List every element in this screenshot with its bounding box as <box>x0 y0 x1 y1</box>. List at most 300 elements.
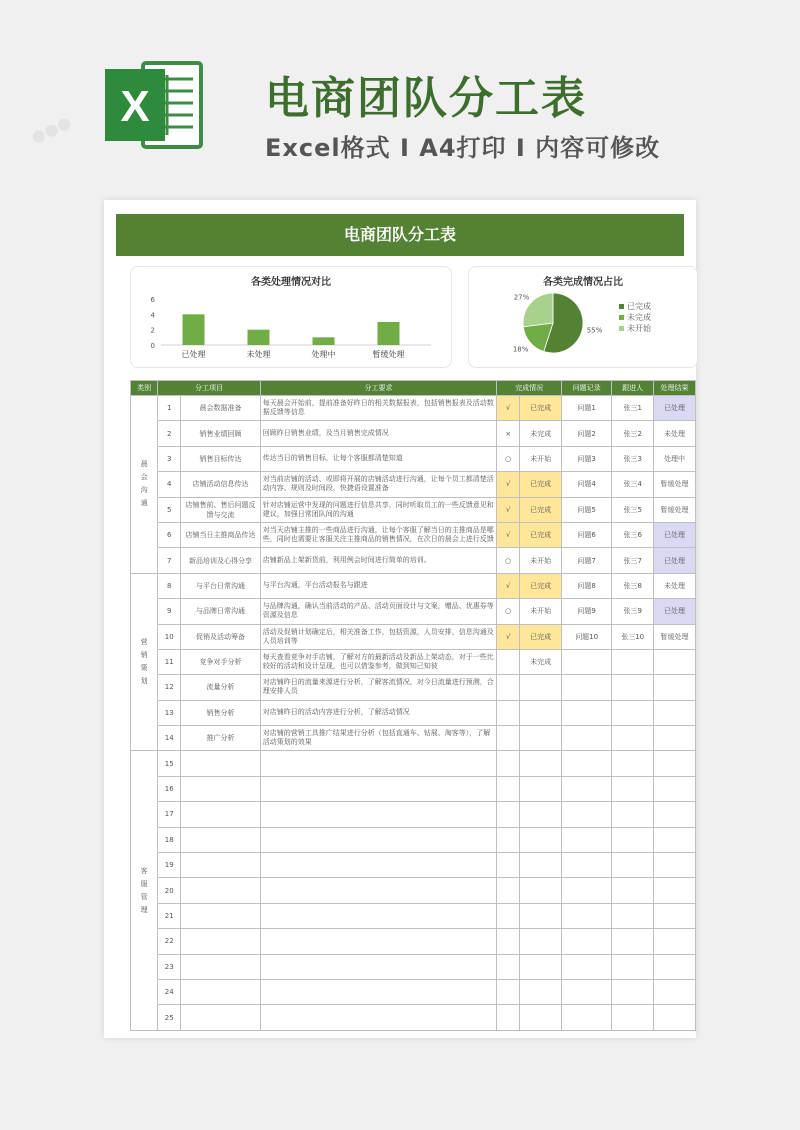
requirement-cell[interactable] <box>260 954 496 979</box>
result-cell[interactable] <box>654 497 696 522</box>
row-number-cell-text: 5 <box>166 505 172 514</box>
item-cell[interactable] <box>181 599 261 624</box>
status-cell[interactable] <box>520 649 562 674</box>
item-cell-text: 与平台日常沟通 <box>195 581 245 590</box>
row-number-cell[interactable] <box>158 497 181 522</box>
item-cell[interactable] <box>181 903 261 928</box>
follower-cell[interactable] <box>612 853 654 878</box>
follower-cell[interactable] <box>612 802 654 827</box>
result-cell[interactable] <box>654 954 696 979</box>
follower-cell[interactable] <box>612 624 654 649</box>
follower-cell[interactable] <box>612 548 654 573</box>
issue-cell[interactable] <box>562 700 612 725</box>
row-number-cell[interactable] <box>158 903 181 928</box>
pie-chart-panel <box>468 266 698 368</box>
issue-cell-text: 问题5 <box>577 505 596 514</box>
row-number-cell[interactable] <box>158 599 181 624</box>
status-cell[interactable] <box>520 954 562 979</box>
follower-cell[interactable] <box>612 599 654 624</box>
status-cell[interactable] <box>520 599 562 624</box>
item-cell[interactable] <box>181 649 261 674</box>
status-cell[interactable] <box>520 472 562 497</box>
issue-cell[interactable] <box>562 929 612 954</box>
item-cell[interactable] <box>181 929 261 954</box>
table-row <box>131 726 696 751</box>
item-cell-text: 店铺当日主推商品传达 <box>185 531 256 540</box>
follower-cell-text: 张三7 <box>623 556 642 565</box>
row-number-cell-text: 14 <box>164 734 174 743</box>
status-mark-cell[interactable] <box>497 421 520 446</box>
item-cell[interactable] <box>181 396 261 421</box>
header-item: 分工项目 <box>158 381 261 396</box>
requirement-cell-text: 对当前店铺的活动、或即将开展的店铺活动进行沟通，让每个员工都清楚活动内容、规则及时间段，快捷语设置准备 <box>262 475 494 493</box>
status-mark-cell[interactable] <box>497 649 520 674</box>
issue-cell[interactable] <box>562 624 612 649</box>
status-cell[interactable] <box>520 624 562 649</box>
requirement-cell[interactable] <box>260 522 496 547</box>
row-number-cell-text: 7 <box>166 556 172 565</box>
status-cell[interactable] <box>520 700 562 725</box>
header-category: 类别 <box>131 381 158 396</box>
issue-cell[interactable] <box>562 497 612 522</box>
result-cell[interactable] <box>654 522 696 547</box>
item-cell-text: 销售目标传达 <box>199 454 242 463</box>
row-number-cell[interactable] <box>158 726 181 751</box>
table-row <box>131 954 696 979</box>
item-cell-text: 新品培训及心得分享 <box>188 556 252 565</box>
follower-cell[interactable] <box>612 903 654 928</box>
issue-cell[interactable] <box>562 751 612 776</box>
follower-cell[interactable] <box>612 446 654 471</box>
issue-cell[interactable] <box>562 979 612 1004</box>
row-number-cell[interactable] <box>158 472 181 497</box>
requirement-cell[interactable] <box>260 497 496 522</box>
result-cell[interactable] <box>654 396 696 421</box>
header-requirement: 分工要求 <box>260 381 496 396</box>
item-cell[interactable] <box>181 472 261 497</box>
row-number-cell[interactable] <box>158 624 181 649</box>
status-cell[interactable] <box>520 573 562 598</box>
status-cell[interactable] <box>520 421 562 446</box>
status-mark-cell[interactable] <box>497 802 520 827</box>
status-cell[interactable] <box>520 522 562 547</box>
y-tick-label: 0 <box>150 342 155 350</box>
pie-chart <box>469 267 697 367</box>
issue-cell[interactable] <box>562 548 612 573</box>
item-cell[interactable] <box>181 776 261 801</box>
requirement-cell[interactable] <box>260 853 496 878</box>
status-mark-cell[interactable] <box>497 396 520 421</box>
result-cell[interactable] <box>654 827 696 852</box>
result-cell[interactable] <box>654 649 696 674</box>
item-cell[interactable] <box>181 700 261 725</box>
requirement-cell-text: 对店铺昨日的活动内容进行分析，了解活动情况 <box>262 708 410 717</box>
issue-cell[interactable] <box>562 573 612 598</box>
result-cell[interactable] <box>654 853 696 878</box>
table-row <box>131 1005 696 1030</box>
status-mark-cell[interactable] <box>497 776 520 801</box>
status-cell[interactable] <box>520 776 562 801</box>
requirement-cell[interactable] <box>260 802 496 827</box>
row-number-cell-text: 17 <box>164 810 174 819</box>
result-cell[interactable] <box>654 472 696 497</box>
table-row <box>131 421 696 446</box>
bar <box>313 337 335 345</box>
result-cell[interactable] <box>654 573 696 598</box>
issue-cell[interactable] <box>562 802 612 827</box>
status-mark-cell[interactable] <box>497 497 520 522</box>
result-cell[interactable] <box>654 675 696 700</box>
issue-cell[interactable] <box>562 421 612 446</box>
requirement-cell[interactable] <box>260 929 496 954</box>
follower-cell[interactable] <box>612 751 654 776</box>
header-issue: 问题记录 <box>562 381 612 396</box>
item-cell[interactable] <box>181 421 261 446</box>
requirement-cell[interactable] <box>260 726 496 751</box>
item-cell[interactable] <box>181 878 261 903</box>
result-cell[interactable] <box>654 726 696 751</box>
issue-cell[interactable] <box>562 878 612 903</box>
follower-cell[interactable] <box>612 726 654 751</box>
page-title: 电商团队分工表 <box>265 73 587 124</box>
status-cell[interactable] <box>520 827 562 852</box>
table-row <box>131 446 696 471</box>
status-mark-cell[interactable] <box>497 751 520 776</box>
status-mark-cell[interactable] <box>497 599 520 624</box>
status-mark-cell[interactable] <box>497 878 520 903</box>
status-mark-cell[interactable] <box>497 1005 520 1030</box>
status-mark-cell[interactable] <box>497 624 520 649</box>
follower-cell[interactable] <box>612 1005 654 1030</box>
legend-label: 未开始 <box>627 324 651 333</box>
item-cell[interactable] <box>181 726 261 751</box>
x-tick-label: 已处理 <box>181 350 206 359</box>
item-cell-text: 店铺活动信息传达 <box>192 480 249 489</box>
table-row <box>131 700 696 725</box>
table-row <box>131 903 696 928</box>
item-cell[interactable] <box>181 573 261 598</box>
bar-chart-panel <box>130 266 452 368</box>
row-number-cell-text: 18 <box>164 835 174 844</box>
issue-cell-text: 问题6 <box>577 531 596 540</box>
row-number-cell[interactable] <box>158 751 181 776</box>
y-tick-label: 6 <box>150 296 155 304</box>
follower-cell[interactable] <box>612 929 654 954</box>
item-cell-text: 推广分析 <box>206 734 235 743</box>
pie-value-label: 55% <box>586 326 603 335</box>
issue-cell[interactable] <box>562 827 612 852</box>
issue-cell[interactable] <box>562 446 612 471</box>
row-number-cell-text: 2 <box>166 429 172 438</box>
status-mark-cell[interactable] <box>497 827 520 852</box>
status-cell[interactable] <box>520 878 562 903</box>
status-mark-cell[interactable] <box>497 979 520 1004</box>
item-cell[interactable] <box>181 675 261 700</box>
requirement-cell[interactable] <box>260 472 496 497</box>
row-number-cell[interactable] <box>158 548 181 573</box>
x-tick-label: 处理中 <box>311 350 336 359</box>
requirement-cell[interactable] <box>260 421 496 446</box>
row-number-cell[interactable] <box>158 827 181 852</box>
status-cell[interactable] <box>520 675 562 700</box>
result-cell[interactable] <box>654 624 696 649</box>
status-cell-text: 已完成 <box>530 480 552 489</box>
page-subtitle: Excel格式 I A4打印 I 内容可修改 <box>265 134 661 162</box>
table-row <box>131 802 696 827</box>
status-mark-cell-text: √ <box>505 404 511 413</box>
status-mark-cell[interactable] <box>497 522 520 547</box>
requirement-cell[interactable] <box>260 396 496 421</box>
requirement-cell[interactable] <box>260 903 496 928</box>
status-mark-cell[interactable] <box>497 573 520 598</box>
row-number-cell[interactable] <box>158 573 181 598</box>
requirement-cell[interactable] <box>260 878 496 903</box>
row-number-cell[interactable] <box>158 396 181 421</box>
item-cell[interactable] <box>181 446 261 471</box>
row-number-cell[interactable] <box>158 649 181 674</box>
follower-cell[interactable] <box>612 878 654 903</box>
status-cell[interactable] <box>520 853 562 878</box>
item-cell-text: 店铺售前、售后问题反馈与交流 <box>185 500 256 519</box>
follower-cell[interactable] <box>612 979 654 1004</box>
row-number-cell[interactable] <box>158 954 181 979</box>
header-follower: 跟进人 <box>612 381 654 396</box>
issue-cell[interactable] <box>562 776 612 801</box>
requirement-cell[interactable] <box>260 827 496 852</box>
status-cell[interactable] <box>520 802 562 827</box>
issue-cell[interactable] <box>562 903 612 928</box>
result-cell[interactable] <box>654 979 696 1004</box>
requirement-cell-text: 每天晨会开始前，提前准备好昨日的相关数据报表，包括销售报表及活动数据反馈等信息 <box>262 399 494 417</box>
result-cell[interactable] <box>654 421 696 446</box>
row-number-cell[interactable] <box>158 421 181 446</box>
status-cell[interactable] <box>520 726 562 751</box>
row-number-cell[interactable] <box>158 522 181 547</box>
result-cell[interactable] <box>654 903 696 928</box>
item-cell[interactable] <box>181 954 261 979</box>
item-cell[interactable] <box>181 853 261 878</box>
item-cell[interactable] <box>181 624 261 649</box>
row-number-cell[interactable] <box>158 878 181 903</box>
status-mark-cell[interactable] <box>497 675 520 700</box>
requirement-cell-text: 每天查看竞争对手店铺，了解对方的最新活动及新品上架动态，对于一些比较好的活动和设计呈现，也可以借鉴参考，做到知己知彼 <box>262 653 494 671</box>
follower-cell-text: 张三10 <box>621 632 645 641</box>
follower-cell-text: 张三2 <box>623 429 642 438</box>
issue-cell[interactable] <box>562 396 612 421</box>
result-cell-text: 暂缓处理 <box>660 480 689 489</box>
item-cell-text: 流量分析 <box>206 683 235 692</box>
row-number-cell-text: 23 <box>164 962 174 971</box>
status-cell[interactable] <box>520 446 562 471</box>
row-number-cell[interactable] <box>158 700 181 725</box>
item-cell[interactable] <box>181 827 261 852</box>
status-mark-cell[interactable] <box>497 446 520 471</box>
category-cell <box>131 396 158 574</box>
row-number-cell[interactable] <box>158 979 181 1004</box>
item-cell[interactable] <box>181 522 261 547</box>
category-cell <box>131 573 158 751</box>
follower-cell[interactable] <box>612 954 654 979</box>
row-number-cell[interactable] <box>158 929 181 954</box>
requirement-cell[interactable] <box>260 700 496 725</box>
item-cell[interactable] <box>181 751 261 776</box>
requirement-cell[interactable] <box>260 1005 496 1030</box>
requirement-cell[interactable] <box>260 649 496 674</box>
follower-cell[interactable] <box>612 421 654 446</box>
status-cell[interactable] <box>520 929 562 954</box>
follower-cell[interactable] <box>612 700 654 725</box>
status-cell[interactable] <box>520 497 562 522</box>
status-cell-text: 未完成 <box>530 429 552 438</box>
follower-cell-text: 张三6 <box>623 531 642 540</box>
issue-cell[interactable] <box>562 954 612 979</box>
requirement-cell[interactable] <box>260 979 496 1004</box>
result-cell[interactable] <box>654 751 696 776</box>
follower-cell-text: 张三3 <box>623 454 642 463</box>
follower-cell[interactable] <box>612 649 654 674</box>
issue-cell[interactable] <box>562 522 612 547</box>
result-cell[interactable] <box>654 1005 696 1030</box>
issue-cell[interactable] <box>562 726 612 751</box>
issue-cell-text: 问题10 <box>575 632 599 641</box>
follower-cell[interactable] <box>612 522 654 547</box>
result-cell[interactable] <box>654 599 696 624</box>
status-mark-cell[interactable] <box>497 903 520 928</box>
follower-cell[interactable] <box>612 497 654 522</box>
status-mark-cell[interactable] <box>497 853 520 878</box>
result-cell-text: 暂缓处理 <box>660 632 689 641</box>
result-cell[interactable] <box>654 446 696 471</box>
issue-cell-text: 问题8 <box>577 581 596 590</box>
item-cell[interactable] <box>181 979 261 1004</box>
requirement-cell[interactable] <box>260 599 496 624</box>
row-number-cell-text: 20 <box>164 886 174 895</box>
status-mark-cell-text: × <box>505 429 512 438</box>
issue-cell-text: 问题9 <box>577 607 596 616</box>
bar <box>378 322 400 345</box>
header-result: 处理结果 <box>654 381 696 396</box>
item-cell[interactable] <box>181 548 261 573</box>
issue-cell[interactable] <box>562 472 612 497</box>
legend-swatch <box>619 326 624 331</box>
row-number-cell-text: 21 <box>164 912 174 920</box>
follower-cell[interactable] <box>612 827 654 852</box>
status-mark-cell[interactable] <box>497 929 520 954</box>
item-cell-text: 竞争对手分析 <box>199 658 242 667</box>
status-cell[interactable] <box>520 396 562 421</box>
row-number-cell[interactable] <box>158 1005 181 1030</box>
status-cell[interactable] <box>520 979 562 1004</box>
result-cell-text: 未处理 <box>664 429 686 438</box>
table-row <box>131 548 696 573</box>
category-label: 营销策划 <box>140 638 148 686</box>
category-cell <box>131 751 158 1030</box>
follower-cell-text: 张三1 <box>623 404 642 413</box>
row-number-cell-text: 4 <box>166 480 172 489</box>
issue-cell[interactable] <box>562 675 612 700</box>
requirement-cell[interactable] <box>260 624 496 649</box>
follower-cell[interactable] <box>612 573 654 598</box>
status-cell[interactable] <box>520 751 562 776</box>
result-cell[interactable] <box>654 878 696 903</box>
issue-cell[interactable] <box>562 853 612 878</box>
follower-cell-text: 张三9 <box>623 607 642 616</box>
bar <box>248 330 270 345</box>
status-mark-cell-text: √ <box>505 581 511 590</box>
requirement-cell[interactable] <box>260 675 496 700</box>
follower-cell[interactable] <box>612 675 654 700</box>
row-number-cell[interactable] <box>158 853 181 878</box>
item-cell[interactable] <box>181 1005 261 1030</box>
item-cell[interactable] <box>181 802 261 827</box>
legend-label: 已完成 <box>627 302 651 311</box>
result-cell[interactable] <box>654 929 696 954</box>
status-mark-cell-text: √ <box>505 531 511 540</box>
table-row <box>131 396 696 421</box>
legend-swatch <box>619 304 624 309</box>
status-mark-cell-text: ○ <box>505 556 512 565</box>
result-cell[interactable] <box>654 700 696 725</box>
issue-cell[interactable] <box>562 1005 612 1030</box>
table-row <box>131 827 696 852</box>
row-number-cell[interactable] <box>158 802 181 827</box>
result-cell[interactable] <box>654 548 696 573</box>
status-mark-cell[interactable] <box>497 472 520 497</box>
issue-cell[interactable] <box>562 599 612 624</box>
table-row <box>131 649 696 674</box>
status-cell[interactable] <box>520 548 562 573</box>
excel-icon <box>105 55 205 155</box>
result-cell[interactable] <box>654 776 696 801</box>
follower-cell[interactable] <box>612 396 654 421</box>
row-number-cell[interactable] <box>158 776 181 801</box>
status-mark-cell[interactable] <box>497 548 520 573</box>
item-cell[interactable] <box>181 497 261 522</box>
requirement-cell[interactable] <box>260 751 496 776</box>
result-cell[interactable] <box>654 802 696 827</box>
status-cell[interactable] <box>520 903 562 928</box>
row-number-cell-text: 1 <box>166 404 172 413</box>
item-cell-text: 销售业绩回顾 <box>199 429 242 438</box>
sheet-card <box>104 200 696 1038</box>
row-number-cell-text: 11 <box>164 658 174 667</box>
excel-icon-letter: X <box>120 82 150 131</box>
status-cell[interactable] <box>520 1005 562 1030</box>
status-mark-cell-text: √ <box>505 505 511 514</box>
requirement-cell[interactable] <box>260 573 496 598</box>
legend-label: 未完成 <box>627 313 651 322</box>
status-mark-cell[interactable] <box>497 954 520 979</box>
requirement-cell[interactable] <box>260 548 496 573</box>
row-number-cell[interactable] <box>158 675 181 700</box>
table-row <box>131 624 696 649</box>
requirement-cell[interactable] <box>260 446 496 471</box>
requirement-cell[interactable] <box>260 776 496 801</box>
item-cell-text: 晨会数据准备 <box>199 404 242 413</box>
status-mark-cell[interactable] <box>497 726 520 751</box>
issue-cell[interactable] <box>562 649 612 674</box>
table-row <box>131 675 696 700</box>
status-mark-cell[interactable] <box>497 700 520 725</box>
sheet-banner: 电商团队分工表 <box>116 214 684 256</box>
x-tick-label: 未处理 <box>246 350 271 359</box>
result-cell-text: 处理中 <box>664 454 686 463</box>
follower-cell[interactable] <box>612 472 654 497</box>
requirement-cell-text: 店铺新品上架新货前，利用例会时间进行简单的培训。 <box>262 556 431 565</box>
table-row <box>131 522 696 547</box>
follower-cell[interactable] <box>612 776 654 801</box>
row-number-cell[interactable] <box>158 446 181 471</box>
